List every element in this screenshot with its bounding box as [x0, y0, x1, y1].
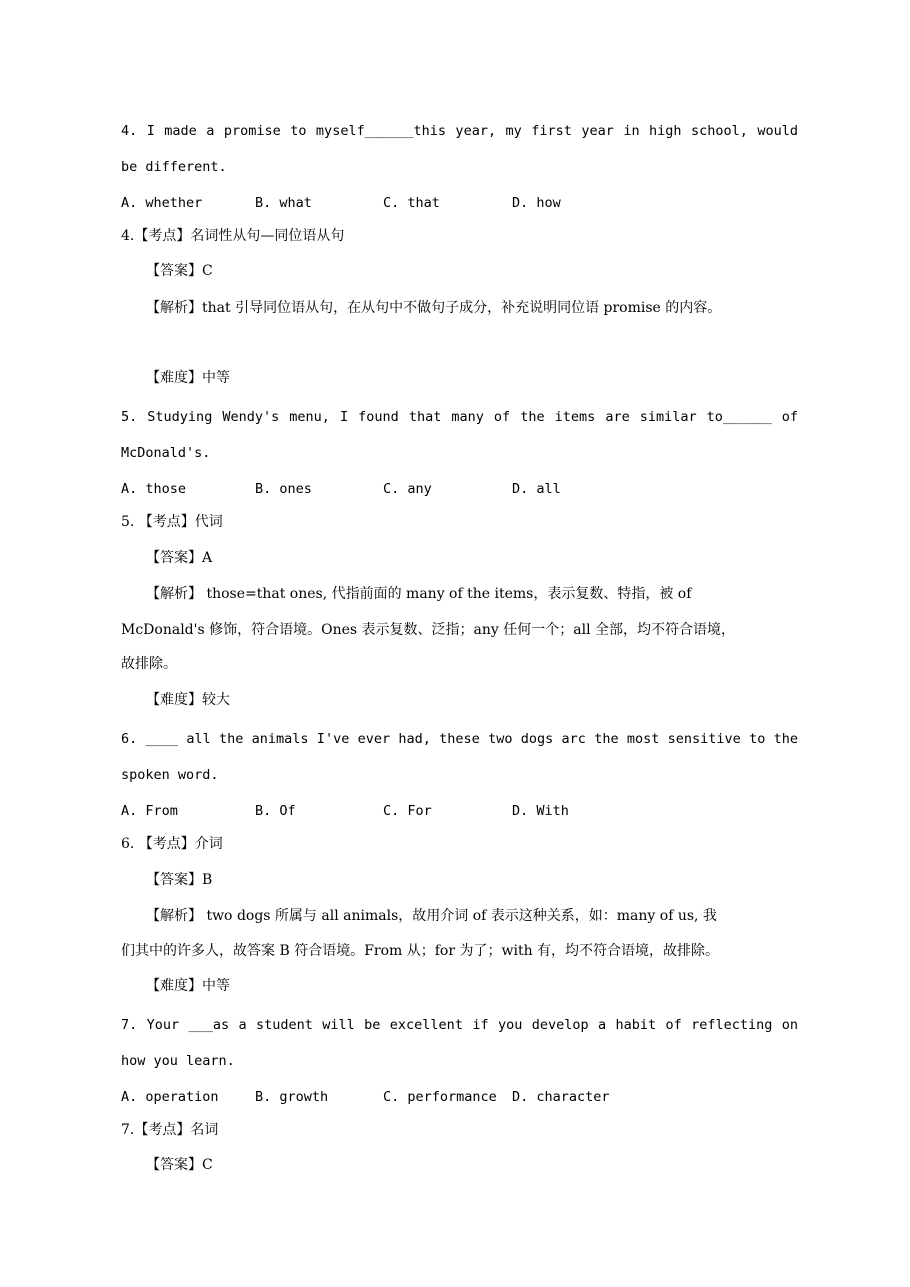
question-4-answer: 【答案】C [146, 263, 213, 279]
question-4-stem-cont: be different. [121, 159, 227, 175]
question-5-answer: 【答案】A [146, 550, 213, 566]
question-6-stem-cont: spoken word. [121, 767, 219, 783]
question-5-kaodian: 5. 【考点】代词 [121, 514, 223, 530]
option-b: B. growth [255, 1089, 329, 1105]
question-6-jiexi: 【解析】 two dogs 所属与 all animals，故用介词 of 表示这种关系，如：many of us, 我 [146, 908, 717, 924]
option-c: C. any [383, 481, 432, 497]
question-5-jiexi-cont: 故排除。 [121, 656, 177, 672]
question-7-answer: 【答案】C [146, 1157, 213, 1173]
question-6-kaodian: 6. 【考点】介词 [121, 836, 223, 852]
option-a: A. operation [121, 1089, 219, 1105]
question-5-jiexi-cont: McDonald's 修饰，符合语境。Ones 表示复数、泛指；any 任何一个；all 全部，均不符合语境， [121, 622, 736, 638]
option-a: A. whether [121, 195, 203, 211]
question-6-jiexi-cont: 们其中的许多人，故答案 B 符合语境。From 从；for 为了；with 有，均不符合语境，故排除。 [121, 943, 720, 959]
question-5-stem: 5. Studying Wendy's menu, I found that many of the items are similar to______ of [121, 409, 798, 425]
option-b: B. Of [255, 803, 296, 819]
option-d: D. how [512, 195, 561, 211]
question-5-nandu: 【难度】较大 [146, 692, 230, 708]
question-4-nandu: 【难度】中等 [146, 370, 230, 386]
question-4-jiexi: 【解析】that 引导同位语从句，在从句中不做句子成分，补充说明同位语 promise 的内容。 [146, 300, 722, 316]
question-7-stem: 7. Your ___as a student will be excellent if you develop a habit of reflecting on [121, 1017, 798, 1033]
option-d: D. With [512, 803, 569, 819]
question-7-kaodian: 7.【考点】名词 [121, 1122, 219, 1138]
option-d: D. character [512, 1089, 610, 1105]
option-a: A. those [121, 481, 187, 497]
question-7-stem-cont: how you learn. [121, 1053, 235, 1069]
question-6-stem: 6. ____ all the animals I've ever had, these two dogs arc the most sensitive to the [121, 731, 798, 747]
option-d: D. all [512, 481, 561, 497]
option-b: B. what [255, 195, 312, 211]
option-c: C. performance [383, 1089, 497, 1105]
question-4-stem: 4. I made a promise to myself______this year, my first year in high school, would [121, 123, 798, 139]
option-c: C. that [383, 195, 440, 211]
question-6-nandu: 【难度】中等 [146, 978, 230, 994]
option-c: C. For [383, 803, 432, 819]
question-4-kaodian: 4.【考点】名词性从句—同位语从句 [121, 228, 345, 244]
question-5-jiexi: 【解析】 those=that ones, 代指前面的 many of the items，表示复数、特指，被 of [146, 586, 692, 602]
question-5-stem-cont: McDonald's. [121, 445, 211, 461]
option-a: A. From [121, 803, 178, 819]
option-b: B. ones [255, 481, 312, 497]
question-6-answer: 【答案】B [146, 872, 213, 888]
